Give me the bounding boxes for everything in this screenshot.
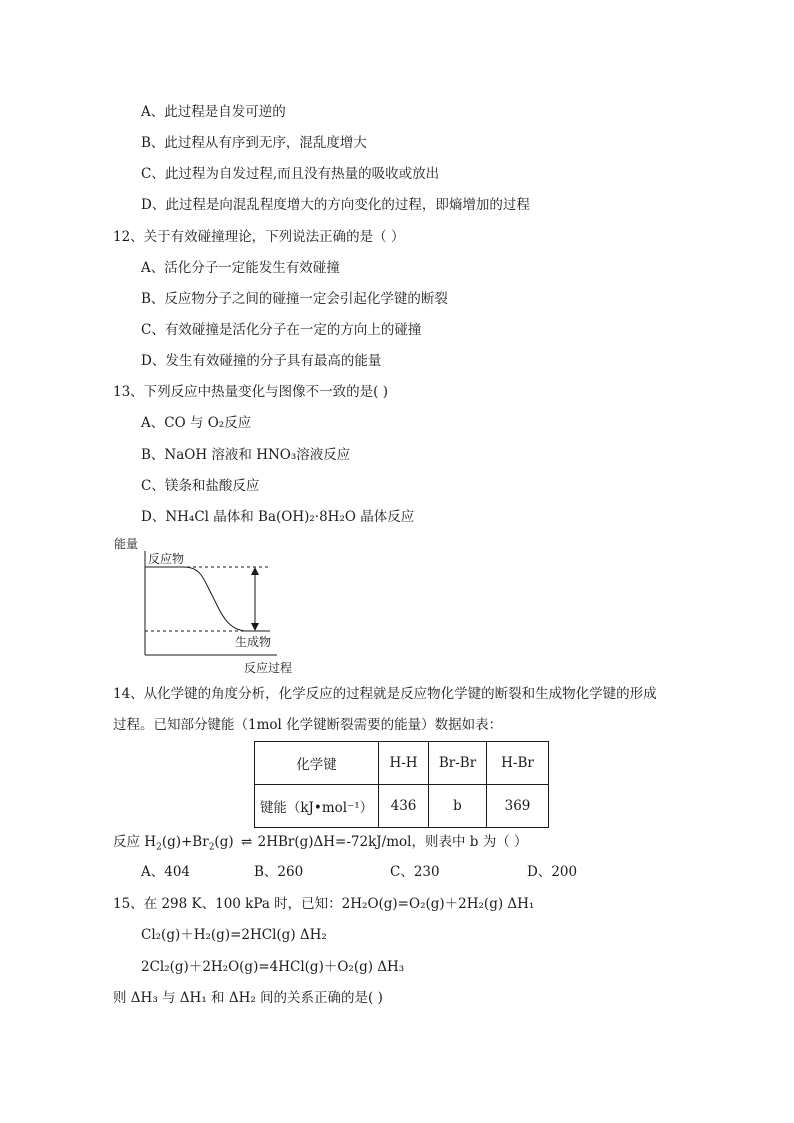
energy-diagram (112, 533, 312, 678)
equilibrium-arrow-icon: ⇌ (240, 834, 251, 850)
q11-option-c: C、此过程为自发过程,而且没有热量的吸收或放出 (141, 166, 440, 182)
q14-answer-a: A、404 (141, 864, 191, 880)
y-axis-label: 能量 (114, 537, 139, 551)
q13-option-c: C、镁条和盐酸反应 (141, 478, 260, 494)
q12-option-b: B、反应物分子之间的碰撞一定会引起化学键的断裂 (141, 291, 448, 307)
q12-option-a: A、活化分子一定能发生有效碰撞 (141, 260, 340, 276)
q11-option-a: A、此过程是自发可逆的 (141, 104, 286, 120)
q11-option-b: B、此过程从有序到无序，混乱度增大 (141, 135, 367, 151)
reaction-suffix: ，则表中 b 为（ ） (411, 834, 528, 850)
q14-stem-line2: 过程。已知部分键能（1mol 化学键断裂需要的能量）数据如表： (113, 717, 503, 733)
q13-option-d: D、NH₄Cl 晶体和 Ba(OH)₂·8H₂O 晶体反应 (141, 509, 415, 525)
value-cell: b (429, 785, 487, 828)
value-cell: 369 (487, 785, 549, 828)
q13-option-a: A、CO 与 O₂反应 (141, 415, 252, 431)
q14-answer-c: C、230 (390, 864, 440, 880)
q14-answer-d: D、200 (527, 864, 578, 880)
table-row (255, 785, 549, 828)
product-label: 生成物 (235, 635, 272, 649)
table-header-row (255, 742, 549, 785)
reaction-prefix: 反应 (113, 834, 145, 850)
q12-option-d: D、发生有效碰撞的分子具有最高的能量 (141, 353, 382, 369)
q15-stem: 15、在 298 K、100 kPa 时，已知：2H₂O(g)=O₂(g)＋2H₂(g) ΔH₁ (113, 896, 535, 912)
q14-stem-line1: 14、从化学键的角度分析，化学反应的过程就是反应物化学键的断裂和生成物化学键的形成 (113, 686, 657, 702)
q12-stem: 12、关于有效碰撞理论，下列说法正确的是（ ） (113, 229, 405, 245)
bond-energy-table (254, 741, 549, 828)
q14-answer-b: B、260 (254, 864, 304, 880)
reaction-equation: $H_2(g)+Br_2(g)$ ⇌ 2HBr(g)ΔH=-72kJ/mol (144, 834, 412, 853)
q12-option-c: C、有效碰撞是活化分子在一定的方向上的碰撞 (141, 322, 422, 338)
header-cell: H-H (379, 742, 429, 785)
q15-equation-3: 2Cl₂(g)＋2H₂O(g)=4HCl(g)＋O₂(g) ΔH₃ (141, 959, 405, 975)
q11-option-d: D、此过程是向混乱程度增大的方向变化的过程，即熵增加的过程 (141, 197, 530, 213)
x-axis-label: 反应过程 (244, 661, 293, 675)
q13-stem: 13、下列反应中热量变化与图像不一致的是( ) (113, 384, 389, 400)
q14-reaction-line (113, 832, 528, 852)
q15-question: 则 ΔH₃ 与 ΔH₁ 和 ΔH₂ 间的关系正确的是( ) (113, 990, 383, 1006)
energy-curve (145, 567, 270, 631)
header-cell: H-Br (487, 742, 549, 785)
reactant-label: 反应物 (148, 552, 185, 566)
header-cell: Br-Br (429, 742, 487, 785)
q15-equation-2: Cl₂(g)＋H₂(g)=2HCl(g) ΔH₂ (141, 927, 327, 943)
header-cell: 化学键 (255, 742, 379, 785)
q13-option-b: B、NaOH 溶液和 HNO₃溶液反应 (141, 447, 351, 463)
value-cell: 436 (379, 785, 429, 828)
row-label-cell: 键能（kJ•mol⁻¹） (255, 785, 379, 828)
